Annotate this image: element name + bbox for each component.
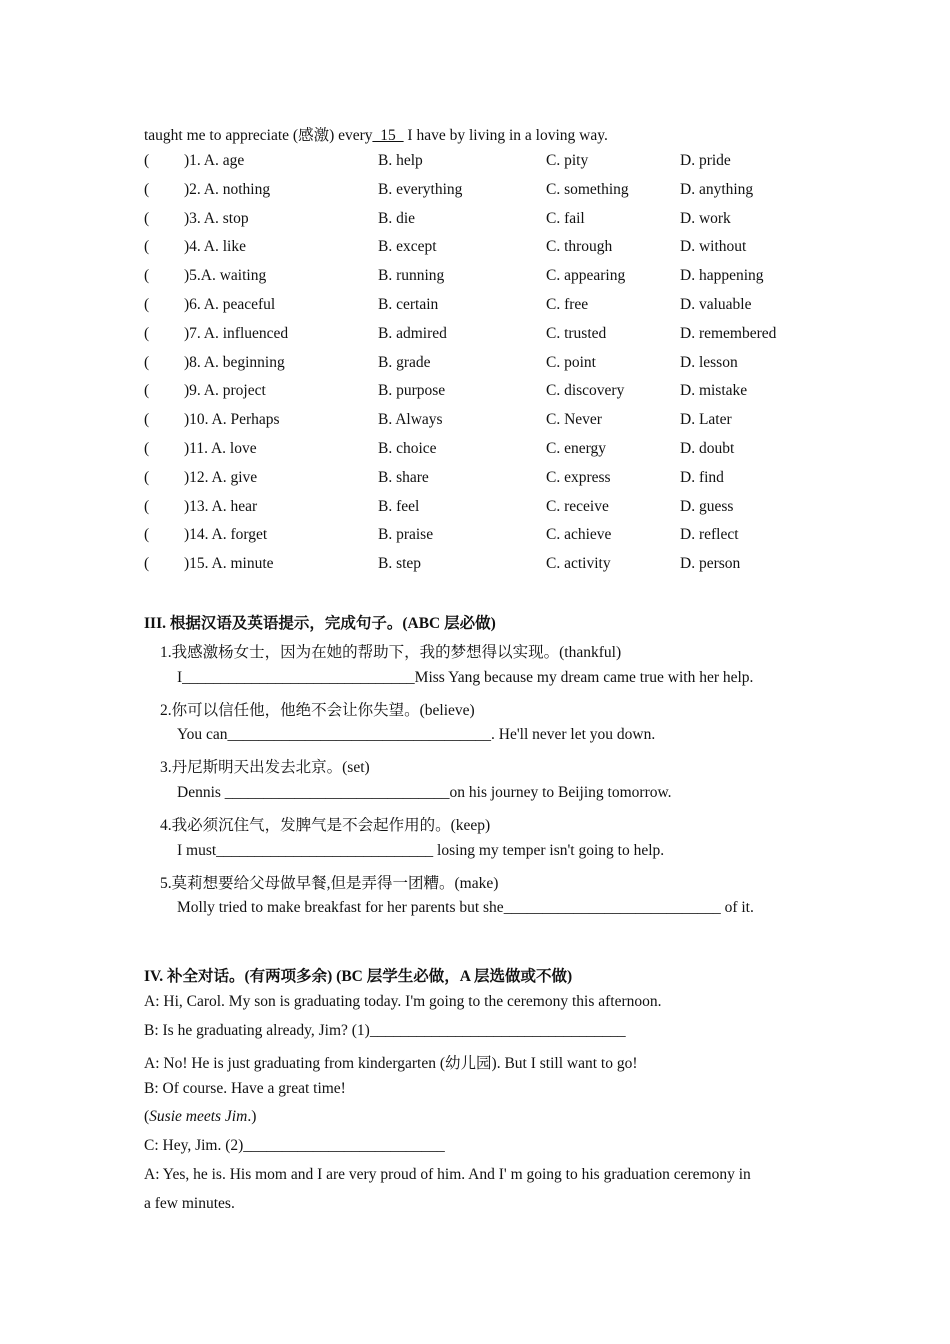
option-c: C. appearing: [546, 267, 626, 284]
answer-paren: (: [144, 238, 150, 255]
option-a: )7. A. influenced: [184, 325, 289, 342]
stage-direction: (Susie meets Jim.): [144, 1108, 257, 1125]
answer-paren: (: [144, 555, 150, 572]
option-c: C. something: [546, 181, 629, 198]
option-b: B. step: [378, 555, 422, 572]
option-c: C. trusted: [546, 325, 607, 342]
option-c: C. pity: [546, 152, 589, 169]
answer-paren: (: [144, 411, 150, 428]
option-d: D. person: [680, 555, 741, 572]
option-b: B. die: [378, 210, 416, 227]
option-d: D. anything: [680, 181, 754, 198]
option-b: B. except: [378, 238, 437, 255]
option-d: D. Later: [680, 411, 732, 428]
option-c: C. activity: [546, 555, 611, 572]
answer-paren: (: [144, 440, 150, 457]
option-b: B. everything: [378, 181, 463, 198]
option-d: D. guess: [680, 498, 734, 515]
answer-paren: (: [144, 498, 150, 515]
answer-paren: (: [144, 181, 150, 198]
dialogue-line: C: Hey, Jim. (2)__________________________: [144, 1137, 445, 1154]
option-c: C. fail: [546, 210, 585, 227]
option-a: )2. A. nothing: [184, 181, 271, 198]
option-d: D. doubt: [680, 440, 735, 457]
dialogue-line: B: Is he graduating already, Jim? (1)_________________________________: [144, 1022, 626, 1039]
answer-paren: (: [144, 526, 150, 543]
dialogue-line: a few minutes.: [144, 1195, 235, 1212]
option-a: )15. A. minute: [184, 555, 274, 572]
s3-item-2-en: You can__________________________________. He'll never let you down.: [177, 726, 656, 743]
option-d: D. reflect: [680, 526, 739, 543]
option-b: B. Always: [378, 411, 443, 428]
option-d: D. find: [680, 469, 724, 486]
option-c: C. discovery: [546, 382, 625, 399]
option-c: C. energy: [546, 440, 606, 457]
option-b: B. feel: [378, 498, 420, 515]
option-c: C. point: [546, 354, 596, 371]
option-b: B. praise: [378, 526, 434, 543]
answer-paren: (: [144, 296, 150, 313]
option-c: C. free: [546, 296, 589, 313]
passage-intro-line: taught me to appreciate (感激) every_15_ I have by living in a loving way.: [144, 127, 608, 144]
option-a: )4. A. like: [184, 238, 246, 255]
option-a: )10. A. Perhaps: [184, 411, 280, 428]
option-d: D. pride: [680, 152, 731, 169]
option-d: D. work: [680, 210, 731, 227]
answer-paren: (: [144, 267, 150, 284]
dialogue-line: A: Yes, he is. His mom and I are very proud of him. And I' m going to his graduation ceremony in: [144, 1166, 751, 1183]
option-a: )14. A. forget: [184, 526, 268, 543]
option-c: C. achieve: [546, 526, 612, 543]
s3-item-3-cn: 3.丹尼斯明天出发去北京。(set): [160, 759, 370, 776]
dialogue-line: A: No! He is just graduating from kindergarten (幼儿园). But I still want to go!: [144, 1055, 638, 1072]
option-b: B. admired: [378, 325, 447, 342]
option-c: C. Never: [546, 411, 602, 428]
option-a: )13. A. hear: [184, 498, 258, 515]
s3-item-1-cn: 1.我感激杨女士，因为在她的帮助下，我的梦想得以实现。(thankful): [160, 644, 622, 661]
s3-item-5-cn: 5.莫莉想要给父母做早餐,但是弄得一团糟。(make): [160, 875, 499, 892]
option-a: )12. A. give: [184, 469, 258, 486]
option-b: B. choice: [378, 440, 437, 457]
option-a: )9. A. project: [184, 382, 266, 399]
option-d: D. lesson: [680, 354, 738, 371]
s3-item-4-en: I must____________________________ losing my temper isn't going to help.: [177, 842, 665, 859]
answer-paren: (: [144, 325, 150, 342]
s3-item-4-cn: 4.我必须沉住气，发脾气是不会起作用的。(keep): [160, 817, 491, 834]
option-d: D. mistake: [680, 382, 748, 399]
section-4-heading: IV. 补全对话。(有两项多余) (BC 层学生必做，A 层选做或不做): [144, 968, 573, 985]
option-a: )5.A. waiting: [184, 267, 267, 284]
option-d: D. happening: [680, 267, 764, 284]
s3-item-1-en: I______________________________Miss Yang because my dream came true with her help.: [177, 669, 754, 686]
option-b: B. help: [378, 152, 423, 169]
option-b: B. grade: [378, 354, 431, 371]
dialogue-line: A: Hi, Carol. My son is graduating today. I'm going to the ceremony this afternoon.: [144, 993, 662, 1010]
answer-paren: (: [144, 382, 150, 399]
option-b: B. share: [378, 469, 429, 486]
option-a: )11. A. love: [184, 440, 257, 457]
option-d: D. without: [680, 238, 747, 255]
option-a: )1. A. age: [184, 152, 245, 169]
option-c: C. receive: [546, 498, 609, 515]
option-b: B. certain: [378, 296, 439, 313]
answer-paren: (: [144, 469, 150, 486]
option-d: D. remembered: [680, 325, 777, 342]
answer-paren: (: [144, 152, 150, 169]
blank-15: _15_: [372, 127, 404, 144]
section-3-heading: III. 根据汉语及英语提示，完成句子。(ABC 层必做): [144, 615, 496, 632]
option-a: )3. A. stop: [184, 210, 249, 227]
option-a: )6. A. peaceful: [184, 296, 276, 313]
option-a: )8. A. beginning: [184, 354, 285, 371]
option-b: B. purpose: [378, 382, 446, 399]
s3-item-5-en: Molly tried to make breakfast for her parents but she____________________________ of it.: [177, 899, 754, 916]
option-c: C. express: [546, 469, 611, 486]
option-b: B. running: [378, 267, 445, 284]
option-d: D. valuable: [680, 296, 752, 313]
option-c: C. through: [546, 238, 613, 255]
answer-paren: (: [144, 354, 150, 371]
s3-item-3-en: Dennis _____________________________on his journey to Beijing tomorrow.: [177, 784, 672, 801]
answer-paren: (: [144, 210, 150, 227]
dialogue-line: B: Of course. Have a great time!: [144, 1080, 346, 1097]
s3-item-2-cn: 2.你可以信任他，他绝不会让你失望。(believe): [160, 702, 475, 719]
